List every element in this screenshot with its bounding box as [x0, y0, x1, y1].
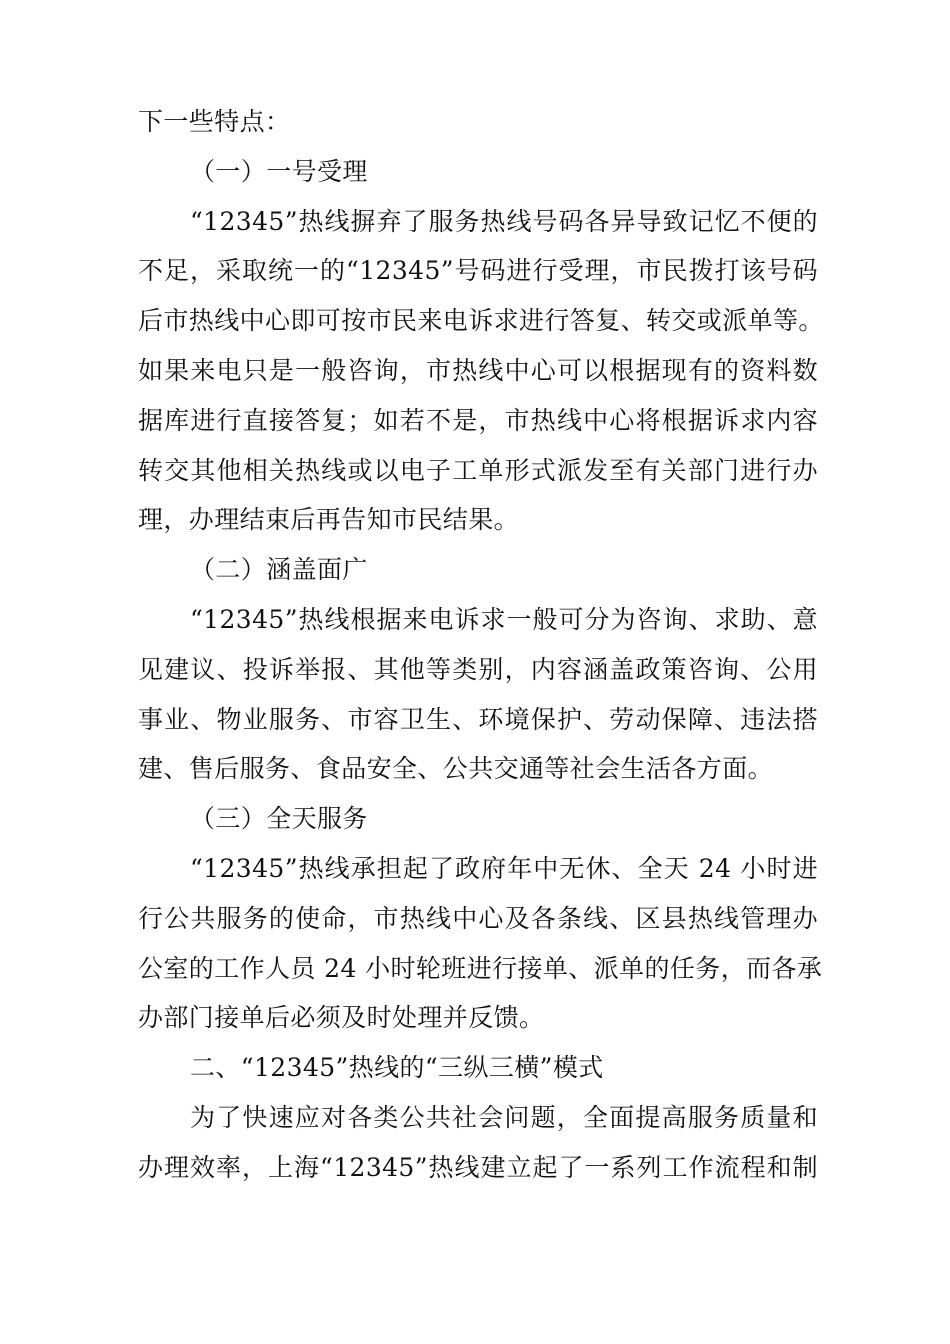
- section-heading: （三）全天服务: [190, 804, 368, 834]
- text-line: “12345”热线根据来电诉求一般可分为咨询、求助、意: [190, 604, 818, 634]
- text-line: 理，办理结束后再告知市民结果。: [138, 505, 520, 535]
- text-line: 如果来电只是一般咨询，市热线中心可以根据现有的资料数: [138, 355, 818, 385]
- text-line: 据库进行直接答复；如若不是，市热线中心将根据诉求内容: [138, 405, 818, 435]
- text-line: 公室的工作人员 24 小时轮班进行接单、派单的任务，而各承: [138, 953, 823, 983]
- text-line: 下一些特点：: [138, 107, 291, 136]
- text-line: 事业、物业服务、市容卫生、环境保护、劳动保障、违法搭: [138, 704, 818, 734]
- text-line: “12345”热线承担起了政府年中无休、全天 24 小时进: [190, 853, 818, 883]
- document-body: [138, 97, 824, 1193]
- section-heading: （一）一号受理: [190, 156, 368, 186]
- section-heading: 二、“12345”热线的“三纵三横”模式: [190, 1053, 604, 1083]
- section-heading: （二）涵盖面广: [190, 555, 368, 585]
- text-line: 行公共服务的使命，市热线中心及各条线、区县热线管理办: [138, 903, 818, 933]
- text-line: 办部门接单后必须及时处理并反馈。: [138, 1003, 545, 1033]
- text-line: 为了快速应对各类公共社会问题，全面提高服务质量和: [190, 1102, 818, 1132]
- text-line: 后市热线中心即可按市民来电诉求进行答复、转交或派单等。: [138, 306, 824, 336]
- text-line: 办理效率，上海“12345”热线建立起了一系列工作流程和制: [138, 1152, 818, 1182]
- text-line: 不足，采取统一的“12345”号码进行受理，市民拨打该号码: [138, 256, 818, 286]
- text-line: 转交其他相关热线或以电子工单形式派发至有关部门进行办: [138, 455, 818, 485]
- text-line: 建、售后服务、食品安全、公共交通等社会生活各方面。: [138, 754, 774, 784]
- text-line: 见建议、投诉举报、其他等类别，内容涵盖政策咨询、公用: [138, 654, 818, 684]
- text-line: “12345”热线摒弃了服务热线号码各异导致记忆不便的: [190, 206, 818, 236]
